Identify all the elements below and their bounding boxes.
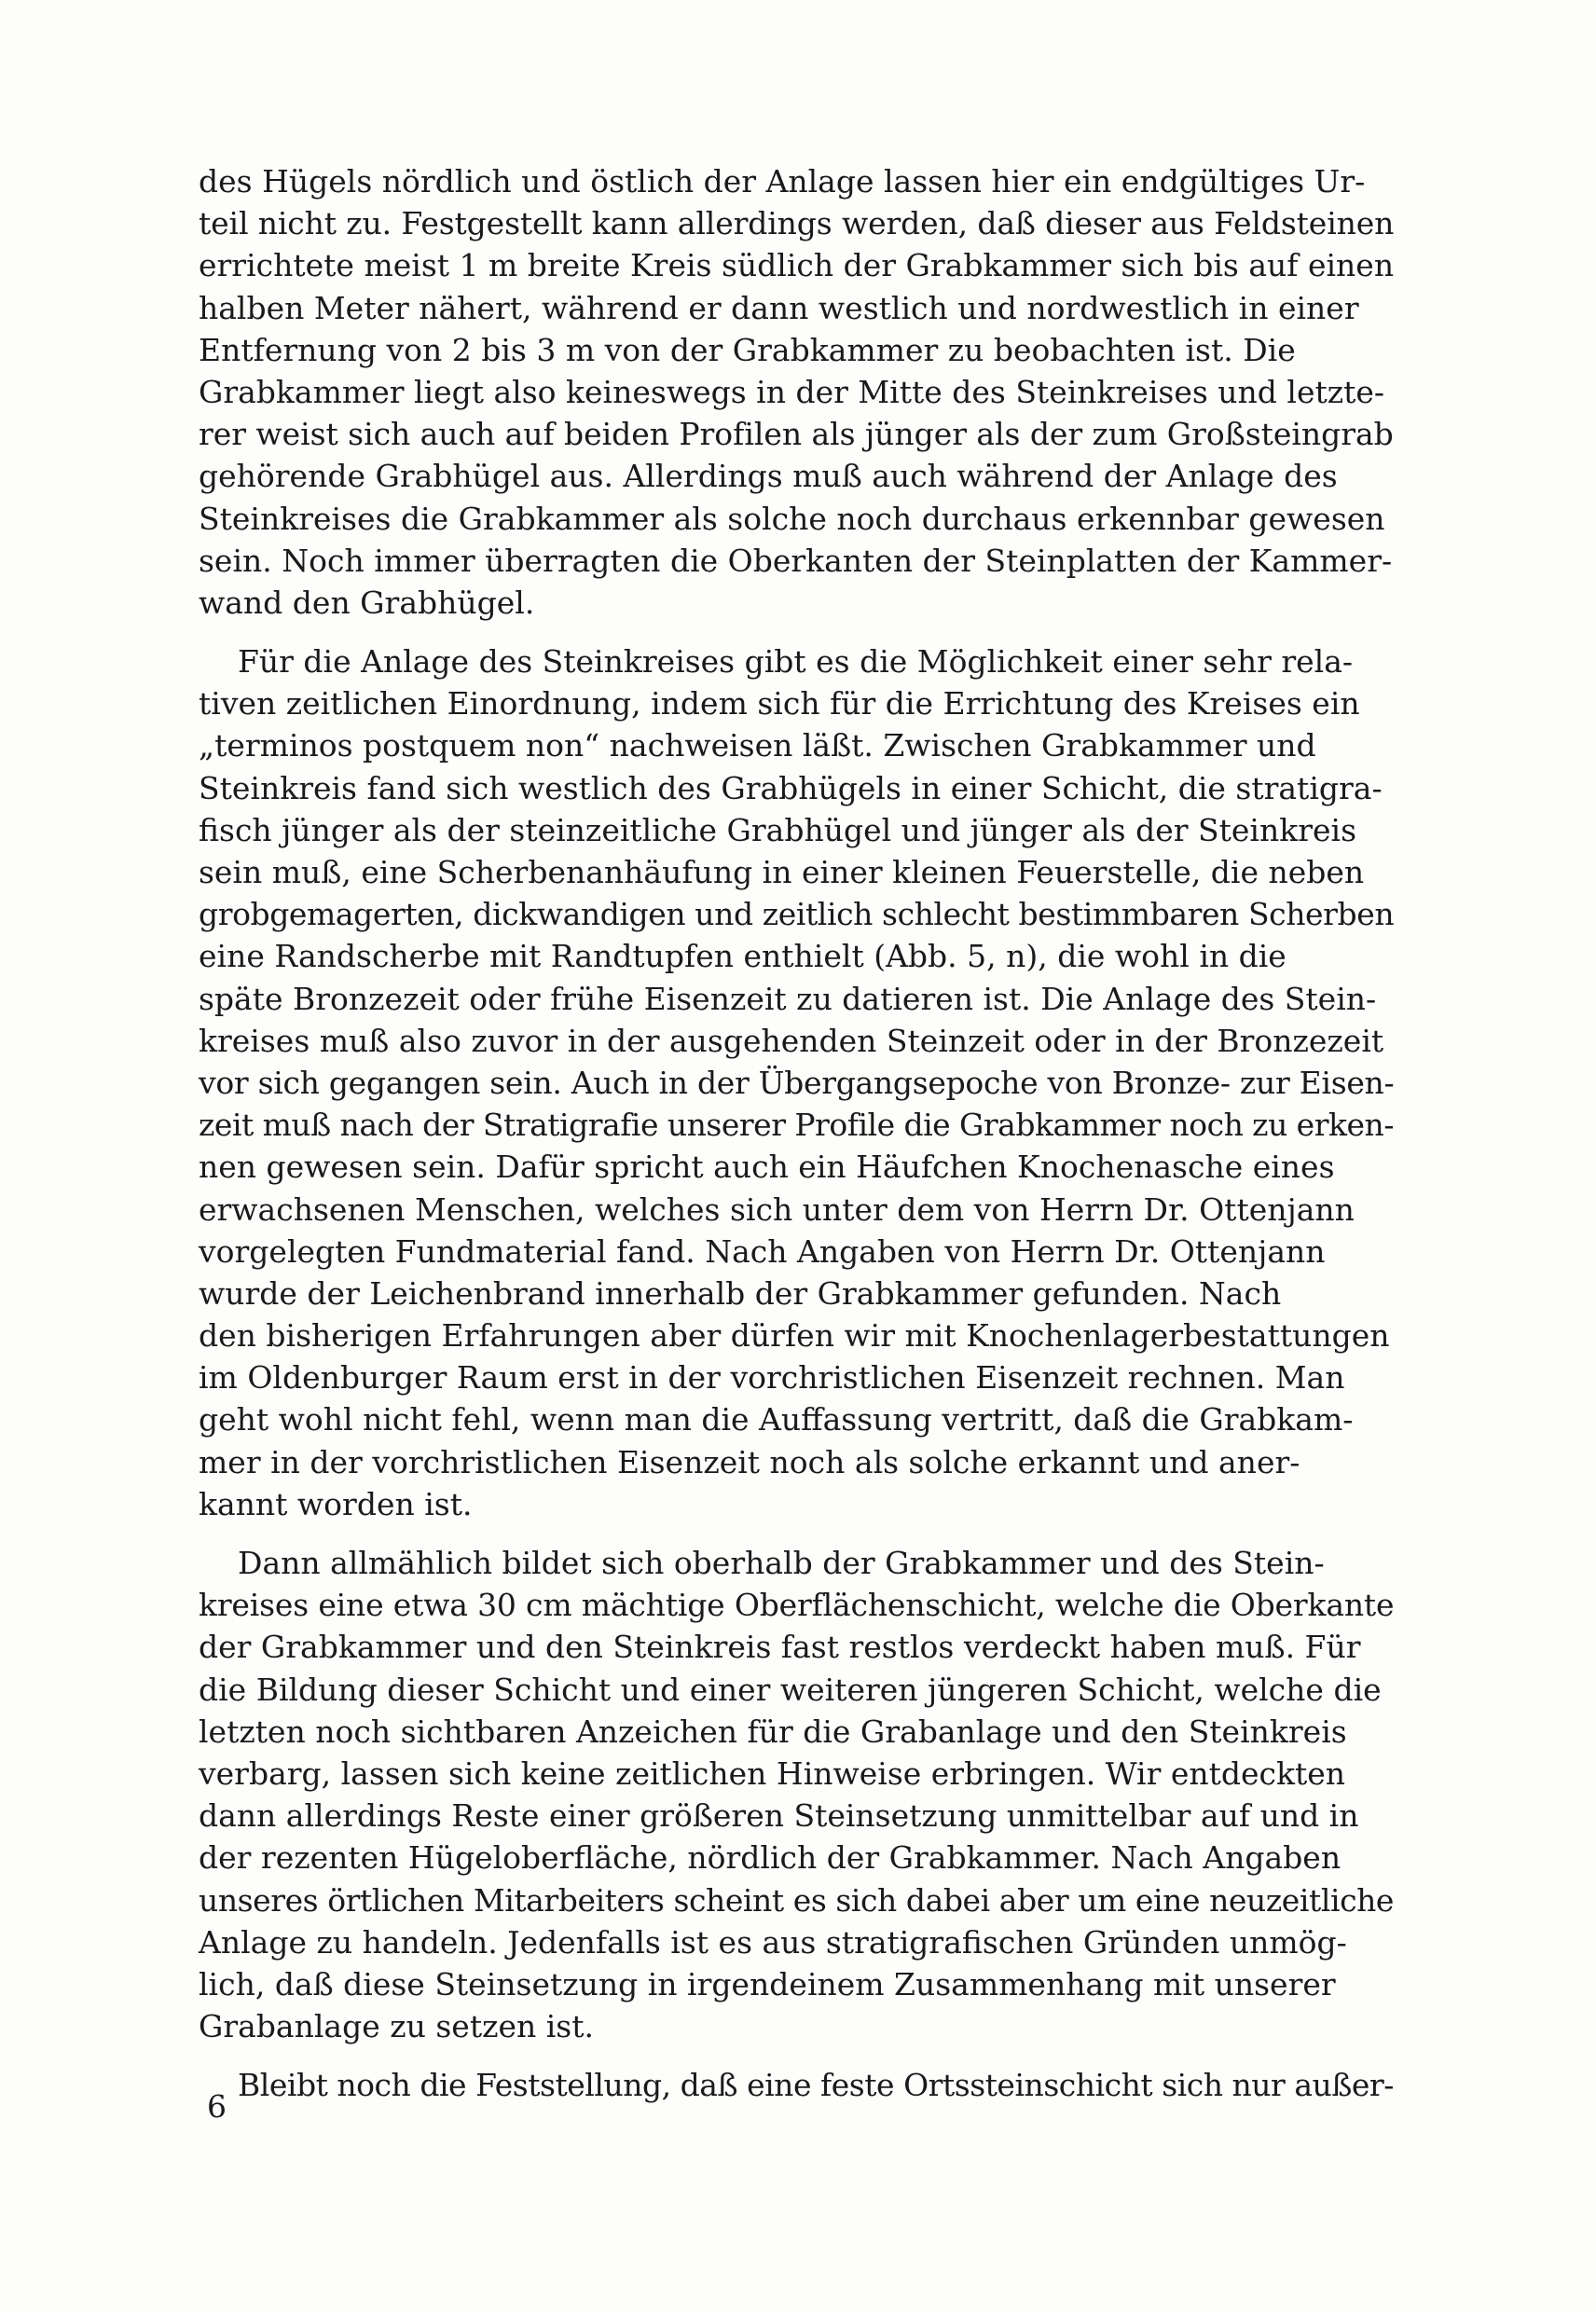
paragraph-gap	[199, 2047, 1394, 2064]
text-line: wand den Grabhügel.	[199, 584, 535, 621]
text-line: lich, daß diese Steinsetzung in irgendeinem Zusammenhang mit unserer	[199, 1965, 1336, 2002]
paragraph-gap	[199, 1525, 1394, 1542]
text-line: Bleibt noch die Feststellung, daß eine feste Ortssteinschicht sich nur außer-	[238, 2067, 1394, 2104]
text-line: vorgelegten Fundmaterial fand. Nach Angaben von Herrn Dr. Ottenjann	[199, 1232, 1326, 1270]
text-line: erwachsenen Menschen, welches sich unter dem von Herrn Dr. Ottenjann	[199, 1190, 1355, 1228]
text-line: grobgemagerten, dickwandigen und zeitlich schlecht bestimmbaren Scherben	[199, 896, 1395, 933]
text-line: Grabanlage zu setzen ist.	[199, 2008, 594, 2045]
text-line: Entfernung von 2 bis 3 m von der Grabkammer zu beobachten ist. Die	[199, 331, 1296, 368]
text-line: mer in der vorchristlichen Eisenzeit noch als solche erkannt und aner-	[199, 1443, 1300, 1480]
text-line: Steinkreis fand sich westlich des Grabhügels in einer Schicht, die stratigra-	[199, 769, 1383, 806]
text-line: gehörende Grabhügel aus. Allerdings muß auch während der Anlage des	[199, 458, 1338, 495]
text-line: der rezenten Hügeloberfläche, nördlich der Grabkammer. Nach Angaben	[199, 1839, 1341, 1877]
text-line: eine Randscherbe mit Randtupfen enthielt (Abb. 5, n), die wohl in die	[199, 938, 1286, 975]
text-line: verbarg, lassen sich keine zeitlichen Hinweise erbringen. Wir entdeckten	[199, 1755, 1346, 1792]
text-line: Anlage zu handeln. Jedenfalls ist es aus stratigrafischen Gründen unmög-	[199, 1923, 1347, 1961]
text-line: „terminos postquem non“ nachweisen läßt. Zwischen Grabkammer und	[199, 727, 1316, 764]
text-line: späte Bronzezeit oder frühe Eisenzeit zu datieren ist. Die Anlage des Stein-	[199, 980, 1377, 1017]
text-line: halben Meter nähert, während er dann westlich und nordwestlich in einer	[199, 289, 1359, 326]
text-line: vor sich gegangen sein. Auch in der Übergangsepoche von Bronze- zur Eisen-	[199, 1064, 1395, 1101]
text-line: der Grabkammer und den Steinkreis fast restlos verdeckt haben muß. Für	[199, 1629, 1361, 1666]
text-line: kreises eine etwa 30 cm mächtige Oberflächenschicht, welche die Oberkante	[199, 1587, 1395, 1624]
text-line: teil nicht zu. Festgestellt kann allerdings werden, daß dieser aus Feldsteinen	[199, 205, 1395, 242]
text-line: den bisherigen Erfahrungen aber dürfen wir mit Knochenlagerbestattungen	[199, 1317, 1390, 1355]
text-line: letzten noch sichtbaren Anzeichen für die Grabanlage und den Steinkreis	[199, 1713, 1347, 1750]
text-line: fisch jünger als der steinzeitliche Grabhügel und jünger als der Steinkreis	[199, 811, 1357, 848]
text-line: sein. Noch immer überragten die Oberkanten der Steinplatten der Kammer-	[199, 542, 1393, 579]
text-line: Für die Anlage des Steinkreises gibt es die Möglichkeit einer sehr rela-	[238, 643, 1354, 681]
text-line: kreises muß also zuvor in der ausgehenden Steinzeit oder in der Bronzezeit	[199, 1022, 1384, 1059]
text-line: die Bildung dieser Schicht und einer weiteren jüngeren Schicht, welche die	[199, 1671, 1382, 1708]
paragraph	[199, 2047, 1394, 2106]
body-text	[199, 160, 1394, 2106]
text-line: unseres örtlichen Mitarbeiters scheint es sich dabei aber um eine neuzeitliche	[199, 1881, 1395, 1919]
text-line: Steinkreises die Grabkammer als solche noch durchaus erkennbar gewesen	[199, 500, 1385, 537]
text-line: zeit muß nach der Stratigrafie unserer Profile die Grabkammer noch zu erken-	[199, 1107, 1394, 1144]
text-line: Dann allmählich bildet sich oberhalb der Grabkammer und des Stein-	[238, 1545, 1325, 1581]
page-number: 6	[207, 2088, 227, 2125]
paragraph	[199, 1525, 1394, 2047]
text-line: wurde der Leichenbrand innerhalb der Grabkammer gefunden. Nach	[199, 1274, 1282, 1312]
text-line: tiven zeitlichen Einordnung, indem sich für die Errichtung des Kreises ein	[199, 685, 1360, 722]
text-line: dann allerdings Reste einer größeren Steinsetzung unmittelbar auf und in	[199, 1797, 1359, 1835]
text-line: errichtete meist 1 m breite Kreis südlich der Grabkammer sich bis auf einen	[199, 247, 1395, 284]
text-line: kannt worden ist.	[199, 1485, 473, 1522]
text-line: im Oldenburger Raum erst in der vorchristlichen Eisenzeit rechnen. Man	[199, 1359, 1345, 1397]
text-line: des Hügels nördlich und östlich der Anlage lassen hier ein endgültiges Ur-	[199, 163, 1366, 200]
text-line: sein muß, eine Scherbenanhäufung in einer kleinen Feuerstelle, die neben	[199, 854, 1365, 890]
text-line: geht wohl nicht fehl, wenn man die Auffassung vertritt, daß die Grabkam-	[199, 1401, 1354, 1438]
text-line: nen gewesen sein. Dafür spricht auch ein Häufchen Knochenasche eines	[199, 1149, 1335, 1186]
paragraph	[199, 160, 1394, 624]
text-line: Grabkammer liegt also keineswegs in der Mitte des Steinkreises und letzte-	[199, 373, 1385, 410]
paragraph-gap	[199, 624, 1394, 640]
paragraph	[199, 624, 1394, 1525]
text-line: rer weist sich auch auf beiden Profilen als jünger als der zum Großsteingrab	[199, 416, 1394, 453]
